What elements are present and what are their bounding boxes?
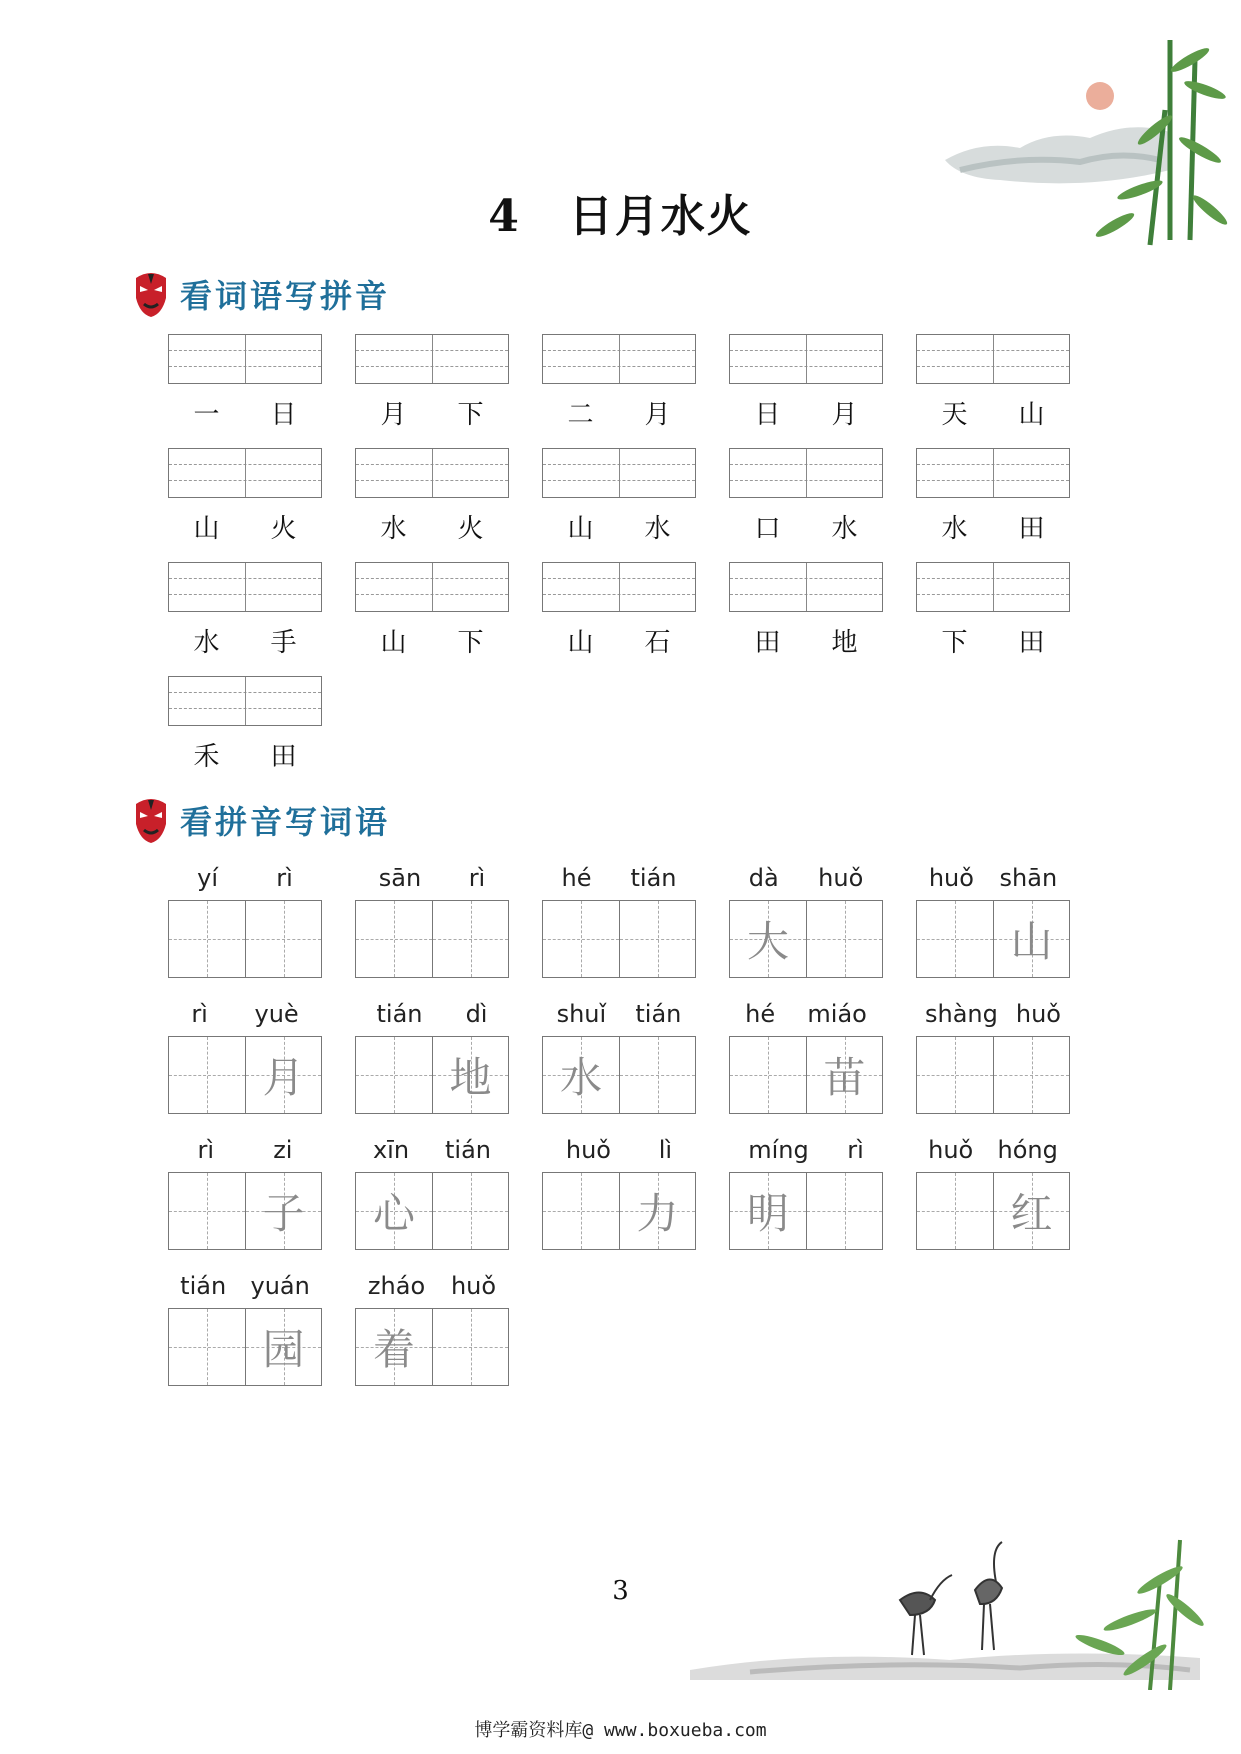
character-writing-box xyxy=(916,900,1070,978)
pinyin-syllable: shān xyxy=(999,864,1058,892)
tianzige-cell[interactable] xyxy=(993,901,1069,977)
hint-character: 月 xyxy=(262,1053,305,1102)
word-character: 田 xyxy=(270,742,297,772)
pinyin-syllable: yuè xyxy=(254,1000,299,1028)
word-item xyxy=(729,334,883,431)
section-label: 看词语写拼音 xyxy=(180,277,391,315)
pinyin-syllable: rì xyxy=(197,1136,215,1164)
pinyin-line xyxy=(355,1000,509,1028)
pinyin-writing-box[interactable] xyxy=(168,676,322,726)
tianzige-cell[interactable] xyxy=(730,1037,806,1113)
pinyin-syllable: hé xyxy=(745,1000,776,1028)
hint-character xyxy=(917,1037,993,1113)
pinyin-item xyxy=(355,864,509,978)
hint-character xyxy=(620,1037,695,1113)
hint-character: 山 xyxy=(1010,917,1053,966)
character-writing-box xyxy=(168,900,322,978)
word-character: 一 xyxy=(193,400,220,430)
tianzige-cell[interactable] xyxy=(169,901,245,977)
pinyin-line xyxy=(168,1272,322,1300)
word-item xyxy=(355,448,509,545)
word-character: 水 xyxy=(831,514,858,544)
tianzige-cell[interactable] xyxy=(619,901,695,977)
tianzige-cell[interactable] xyxy=(806,901,882,977)
character-writing-box xyxy=(542,1172,696,1250)
pinyin-item xyxy=(355,1272,509,1386)
word-character: 山 xyxy=(1018,400,1045,430)
word-characters xyxy=(355,394,509,431)
pinyin-writing-box[interactable] xyxy=(916,334,1070,384)
pinyin-syllable: yuán xyxy=(250,1272,310,1300)
hint-character: 明 xyxy=(746,1189,789,1238)
pinyin-syllable: rì xyxy=(191,1000,208,1028)
pinyin-item xyxy=(355,1136,509,1250)
pinyin-line xyxy=(355,864,509,892)
pinyin-item xyxy=(916,1136,1070,1250)
word-character: 下 xyxy=(941,628,968,658)
hint-character: 地 xyxy=(449,1053,492,1102)
pinyin-item xyxy=(729,1000,883,1114)
word-characters xyxy=(916,622,1070,659)
character-writing-box xyxy=(542,900,696,978)
word-character: 日 xyxy=(754,400,781,430)
pinyin-syllable: zháo xyxy=(367,1272,426,1300)
pinyin-writing-box[interactable] xyxy=(542,334,696,384)
pinyin-item xyxy=(542,1000,696,1114)
pinyin-syllable: tián xyxy=(635,1000,682,1028)
pinyin-line xyxy=(168,1136,322,1164)
tianzige-cell[interactable] xyxy=(730,901,806,977)
word-character: 禾 xyxy=(193,742,220,772)
pinyin-item xyxy=(729,864,883,978)
pinyin-item xyxy=(168,1136,322,1250)
character-writing-box xyxy=(168,1172,322,1250)
pinyin-writing-box[interactable] xyxy=(729,562,883,612)
pinyin-writing-box[interactable] xyxy=(916,448,1070,498)
word-character: 二 xyxy=(567,400,594,430)
pinyin-item xyxy=(542,864,696,978)
character-writing-box xyxy=(355,900,509,978)
tianzige-cell[interactable] xyxy=(356,1309,432,1385)
tianzige-cell[interactable] xyxy=(543,1173,619,1249)
pinyin-syllable: huǒ xyxy=(818,864,864,892)
hint-character xyxy=(169,1173,245,1249)
section-header-write-pinyin xyxy=(132,266,390,322)
pinyin-writing-box[interactable] xyxy=(355,562,509,612)
pinyin-line xyxy=(729,1000,883,1028)
pinyin-syllable: tián xyxy=(180,1272,227,1300)
word-item xyxy=(168,334,322,431)
word-characters xyxy=(916,394,1070,431)
word-characters xyxy=(355,508,509,545)
tianzige-cell[interactable] xyxy=(993,1173,1069,1249)
pinyin-item xyxy=(168,1272,322,1386)
pinyin-syllable: huǒ xyxy=(565,1136,611,1164)
word-character: 月 xyxy=(380,400,407,430)
pinyin-item xyxy=(542,1136,696,1250)
word-character: 地 xyxy=(831,628,858,658)
tianzige-cell[interactable] xyxy=(619,1173,695,1249)
hint-character: 力 xyxy=(636,1189,679,1238)
pinyin-syllable: shuǐ xyxy=(556,1000,607,1028)
pinyin-line xyxy=(916,1136,1070,1164)
pinyin-item xyxy=(168,864,322,978)
word-character: 山 xyxy=(567,628,594,658)
tianzige-cell[interactable] xyxy=(245,1173,321,1249)
pinyin-syllable: rì xyxy=(276,864,293,892)
pinyin-syllable: huǒ xyxy=(928,1136,974,1164)
tianzige-cell[interactable] xyxy=(169,1037,245,1113)
word-item xyxy=(542,448,696,545)
word-characters xyxy=(168,736,322,773)
character-writing-box xyxy=(729,1172,883,1250)
pinyin-syllable: sān xyxy=(378,864,422,892)
tianzige-cell[interactable] xyxy=(432,1173,508,1249)
word-characters xyxy=(542,622,696,659)
pinyin-writing-box[interactable] xyxy=(355,448,509,498)
hint-character xyxy=(356,901,432,977)
hint-character xyxy=(169,901,245,977)
tianzige-cell[interactable] xyxy=(806,1037,882,1113)
pinyin-syllable: míng xyxy=(748,1136,809,1164)
pinyin-writing-box[interactable] xyxy=(355,334,509,384)
pinyin-line xyxy=(542,864,696,892)
tianzige-cell[interactable] xyxy=(356,1037,432,1113)
hint-character: 子 xyxy=(262,1189,305,1238)
tianzige-cell[interactable] xyxy=(543,1037,619,1113)
hint-character: 水 xyxy=(559,1053,602,1102)
word-characters xyxy=(729,508,883,545)
tianzige-cell[interactable] xyxy=(432,901,508,977)
pinyin-syllable: shàng xyxy=(925,1000,998,1028)
word-item xyxy=(355,334,509,431)
word-character: 火 xyxy=(270,514,297,544)
word-character: 月 xyxy=(831,400,858,430)
pinyin-syllable: xīn xyxy=(372,1136,410,1164)
hint-character xyxy=(807,901,882,977)
pinyin-syllable: tián xyxy=(630,864,677,892)
pinyin-syllable: dì xyxy=(465,1000,488,1028)
tianzige-cell[interactable] xyxy=(245,1037,321,1113)
pinyin-line xyxy=(916,1000,1070,1028)
footer-source: 博学霸资料库@ www.boxueba.com xyxy=(474,1720,767,1741)
word-item xyxy=(729,448,883,545)
character-writing-box xyxy=(168,1308,322,1386)
pinyin-line xyxy=(168,1000,322,1028)
character-writing-box xyxy=(729,900,883,978)
pinyin-syllable: hé xyxy=(561,864,592,892)
pinyin-item xyxy=(916,1000,1070,1114)
pinyin-syllable: rì xyxy=(847,1136,864,1164)
word-character: 月 xyxy=(644,400,671,430)
tianzige-cell[interactable] xyxy=(169,1173,245,1249)
hint-character: 着 xyxy=(372,1325,415,1374)
word-character: 天 xyxy=(941,400,968,430)
pinyin-line xyxy=(355,1272,509,1300)
tianzige-cell[interactable] xyxy=(432,1309,508,1385)
hint-character xyxy=(917,1173,993,1249)
word-character: 水 xyxy=(644,514,671,544)
pinyin-writing-box[interactable] xyxy=(168,448,322,498)
pinyin-syllable: lì xyxy=(658,1136,673,1164)
tianzige-cell[interactable] xyxy=(993,1037,1069,1113)
hint-character: 苗 xyxy=(823,1053,866,1102)
page-title xyxy=(0,180,1241,244)
pinyin-line xyxy=(729,864,883,892)
pinyin-syllable: huǒ xyxy=(1015,1000,1061,1028)
word-item xyxy=(729,562,883,659)
character-writing-box xyxy=(542,1036,696,1114)
hint-character xyxy=(433,901,508,977)
word-characters xyxy=(168,622,322,659)
hint-character xyxy=(543,1173,619,1249)
pinyin-syllable: huǒ xyxy=(928,864,974,892)
pinyin-syllable: hóng xyxy=(997,1136,1058,1164)
opera-mask-icon xyxy=(132,270,170,318)
word-character: 口 xyxy=(754,514,781,544)
tianzige-cell[interactable] xyxy=(356,901,432,977)
hint-character xyxy=(433,1173,508,1249)
pinyin-writing-box[interactable] xyxy=(168,562,322,612)
word-character: 火 xyxy=(457,514,484,544)
tianzige-cell[interactable] xyxy=(245,1309,321,1385)
word-characters xyxy=(916,508,1070,545)
hint-character xyxy=(994,1037,1069,1113)
lesson-number: 4 xyxy=(488,191,521,242)
pinyin-line xyxy=(168,864,322,892)
hint-character xyxy=(807,1173,882,1249)
pinyin-line xyxy=(729,1136,883,1164)
hint-character xyxy=(169,1309,245,1385)
word-characters xyxy=(168,394,322,431)
hint-character: 园 xyxy=(262,1325,305,1374)
hint-character xyxy=(543,901,619,977)
word-characters xyxy=(542,394,696,431)
word-character: 水 xyxy=(941,514,968,544)
word-characters xyxy=(168,508,322,545)
word-character: 山 xyxy=(193,514,220,544)
pinyin-writing-box[interactable] xyxy=(542,562,696,612)
pinyin-syllable: tián xyxy=(376,1000,423,1028)
hint-character: 红 xyxy=(1010,1189,1053,1238)
pinyin-writing-box[interactable] xyxy=(729,448,883,498)
word-character: 山 xyxy=(380,628,407,658)
character-writing-box xyxy=(355,1172,509,1250)
word-item xyxy=(168,676,322,773)
pinyin-writing-box[interactable] xyxy=(542,448,696,498)
tianzige-cell[interactable] xyxy=(543,901,619,977)
pinyin-writing-box[interactable] xyxy=(916,562,1070,612)
opera-mask-icon xyxy=(132,796,170,844)
pinyin-syllable: dà xyxy=(748,864,779,892)
word-item xyxy=(542,562,696,659)
tianzige-cell[interactable] xyxy=(917,901,993,977)
hint-character xyxy=(917,901,993,977)
pinyin-syllable: tián xyxy=(445,1136,492,1164)
word-character: 水 xyxy=(193,628,220,658)
word-character: 田 xyxy=(754,628,781,658)
word-characters xyxy=(729,394,883,431)
character-writing-box xyxy=(168,1036,322,1114)
tianzige-cell[interactable] xyxy=(245,901,321,977)
word-item xyxy=(916,562,1070,659)
ink-cranes-bottom-decoration xyxy=(690,1520,1210,1690)
pinyin-item xyxy=(355,1000,509,1114)
tianzige-cell[interactable] xyxy=(619,1037,695,1113)
section-header-write-words xyxy=(132,792,390,848)
word-characters xyxy=(542,508,696,545)
section-label: 看拼音写词语 xyxy=(180,803,391,841)
character-writing-box xyxy=(916,1172,1070,1250)
pinyin-syllable: rì xyxy=(468,864,486,892)
hint-character xyxy=(356,1037,432,1113)
word-character: 山 xyxy=(567,514,594,544)
tianzige-cell[interactable] xyxy=(917,1173,993,1249)
pinyin-line xyxy=(542,1136,696,1164)
word-character: 下 xyxy=(457,400,484,430)
tianzige-cell[interactable] xyxy=(730,1173,806,1249)
tianzige-cell[interactable] xyxy=(169,1309,245,1385)
hint-character: 心 xyxy=(372,1189,415,1238)
word-item xyxy=(916,448,1070,545)
lesson-title: 日月水火 xyxy=(568,191,753,242)
hint-character xyxy=(169,1037,245,1113)
tianzige-cell[interactable] xyxy=(432,1037,508,1113)
pinyin-writing-box[interactable] xyxy=(168,334,322,384)
pinyin-item xyxy=(729,1136,883,1250)
word-character: 下 xyxy=(457,628,484,658)
pinyin-syllable: zi xyxy=(273,1136,293,1164)
word-characters xyxy=(729,622,883,659)
tianzige-cell[interactable] xyxy=(917,1037,993,1113)
word-character: 田 xyxy=(1018,514,1045,544)
hint-character: 大 xyxy=(746,917,789,966)
word-character: 水 xyxy=(380,514,407,544)
word-characters xyxy=(355,622,509,659)
hint-character xyxy=(730,1037,806,1113)
word-item xyxy=(542,334,696,431)
pinyin-item xyxy=(168,1000,322,1114)
pinyin-line xyxy=(916,864,1070,892)
character-writing-box xyxy=(355,1036,509,1114)
word-item xyxy=(355,562,509,659)
character-writing-box xyxy=(916,1036,1070,1114)
tianzige-cell[interactable] xyxy=(356,1173,432,1249)
character-writing-box xyxy=(729,1036,883,1114)
pinyin-syllable: miáo xyxy=(807,1000,867,1028)
tianzige-cell[interactable] xyxy=(806,1173,882,1249)
word-item xyxy=(168,448,322,545)
word-character: 日 xyxy=(270,400,297,430)
character-writing-box xyxy=(355,1308,509,1386)
word-character: 石 xyxy=(644,628,671,658)
pinyin-writing-box[interactable] xyxy=(729,334,883,384)
page-number: 3 xyxy=(612,1576,629,1606)
hint-character xyxy=(246,901,321,977)
pinyin-line xyxy=(355,1136,509,1164)
word-item xyxy=(916,334,1070,431)
pinyin-item xyxy=(916,864,1070,978)
hint-character xyxy=(620,901,695,977)
pinyin-syllable: huǒ xyxy=(450,1272,497,1300)
word-item xyxy=(168,562,322,659)
pinyin-line xyxy=(542,1000,696,1028)
word-character: 田 xyxy=(1018,628,1045,658)
word-character: 手 xyxy=(270,628,297,658)
hint-character xyxy=(433,1309,508,1385)
pinyin-syllable: yí xyxy=(197,864,219,892)
